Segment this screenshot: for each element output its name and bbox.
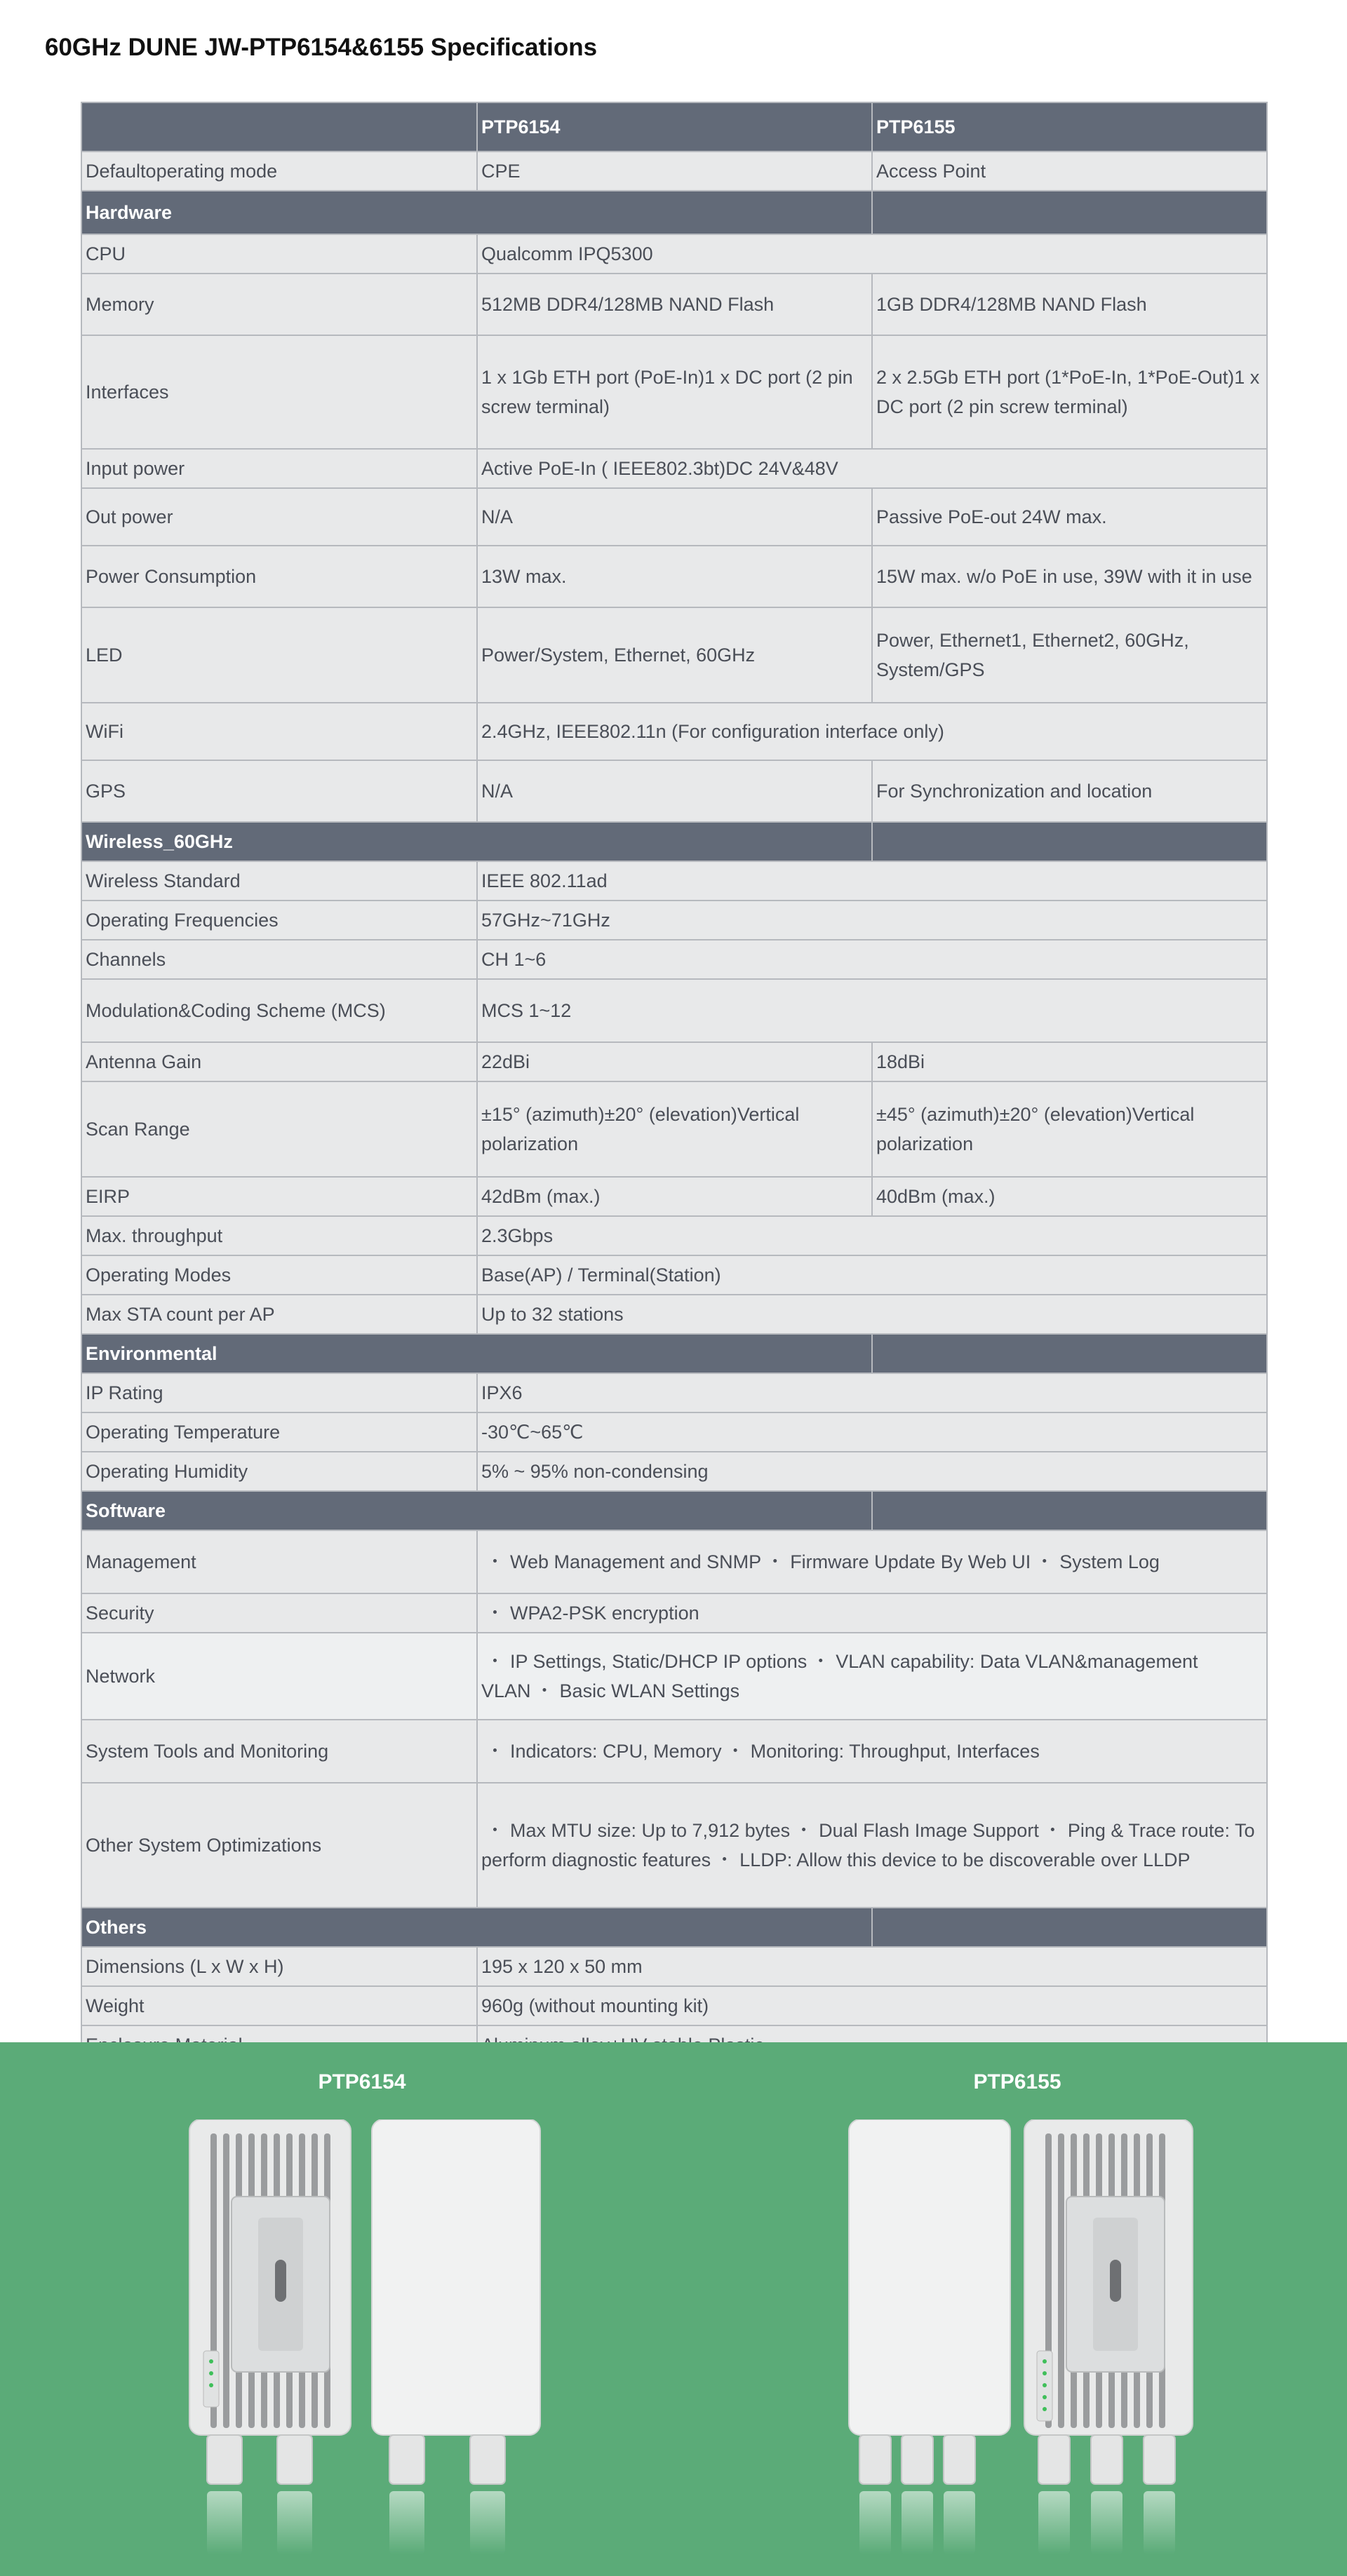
bullet-item: LLDP: Allow this device to be discoverable over LLDP — [739, 1849, 1191, 1870]
row-value-ptp6154: ±15° (azimuth)±20° (elevation)Vertical polarization — [477, 1081, 872, 1177]
row-label: Security — [81, 1593, 477, 1633]
row-label: Operating Humidity — [81, 1452, 477, 1491]
section-title: Hardware — [81, 191, 872, 234]
section-title: Environmental — [81, 1334, 872, 1373]
row-label: IP Rating — [81, 1373, 477, 1412]
table-row — [81, 1295, 1267, 1334]
product-label-ptp6155: PTP6155 — [973, 2070, 1061, 2093]
page-title: 60GHz DUNE JW-PTP6154&6155 Specifications — [45, 34, 598, 61]
section-header-row — [81, 822, 1267, 861]
table-row — [81, 607, 1267, 703]
bullet-item: Indicators: CPU, Memory — [510, 1741, 722, 1762]
row-value-ptp6154: 42dBm (max.) — [477, 1177, 872, 1216]
bullet-item: Firmware Update By Web UI — [790, 1551, 1031, 1572]
column-header-blank — [81, 102, 477, 151]
spec-table-body — [81, 151, 1267, 2104]
row-label: Defaultoperating mode — [81, 151, 477, 191]
section-header-row — [81, 1908, 1267, 1947]
row-label: Interfaces — [81, 335, 477, 449]
bullet-glyph: ・ — [765, 1551, 785, 1572]
row-label: Management — [81, 1530, 477, 1593]
section-header-row — [81, 191, 1267, 234]
row-label: Operating Modes — [81, 1255, 477, 1295]
table-row — [81, 234, 1267, 274]
bullet-item: WPA2-PSK encryption — [510, 1603, 699, 1624]
row-value-ptp6155: 40dBm (max.) — [872, 1177, 1267, 1216]
spec-table — [81, 102, 1268, 2105]
table-row — [81, 703, 1267, 760]
bullet-glyph: ・ — [715, 1849, 735, 1870]
table-row — [81, 940, 1267, 979]
bullet-item: Max MTU size: Up to 7,912 bytes — [510, 1820, 791, 1841]
row-value-ptp6155: For Synchronization and location — [872, 760, 1267, 822]
bullet-item: Ping & Trace route: To perform diagnostic features — [481, 1820, 1255, 1870]
table-row — [81, 1412, 1267, 1452]
row-label: Max. throughput — [81, 1216, 477, 1255]
table-row — [81, 488, 1267, 546]
row-value-both: Up to 32 stations — [477, 1295, 1267, 1334]
bullet-glyph: ・ — [1035, 1551, 1054, 1572]
row-label: Scan Range — [81, 1081, 477, 1177]
bullet-glyph: ・ — [485, 1603, 504, 1624]
row-value-both: 2.3Gbps — [477, 1216, 1267, 1255]
bullet-list-cell — [477, 1783, 1267, 1908]
bullet-item: Dual Flash Image Support — [819, 1820, 1039, 1841]
table-row — [81, 1042, 1267, 1081]
row-label: Antenna Gain — [81, 1042, 477, 1081]
row-value-both: MCS 1~12 — [477, 979, 1267, 1042]
table-header-row — [81, 102, 1267, 151]
row-value-ptp6155: ±45° (azimuth)±20° (elevation)Vertical polarization — [872, 1081, 1267, 1177]
section-header-empty — [872, 1908, 1267, 1947]
row-label: GPS — [81, 760, 477, 822]
bullet-glyph: ・ — [1043, 1820, 1062, 1841]
table-row — [81, 1530, 1267, 1593]
row-value-ptp6154: 22dBi — [477, 1042, 872, 1081]
section-header-empty — [872, 1334, 1267, 1373]
bullet-glyph: ・ — [794, 1820, 814, 1841]
section-title: Others — [81, 1908, 872, 1947]
row-value-both: 960g (without mounting kit) — [477, 1986, 1267, 2025]
table-row — [81, 1373, 1267, 1412]
row-label: Other System Optimizations — [81, 1783, 477, 1908]
section-title: Wireless_60GHz — [81, 822, 872, 861]
table-row — [81, 1177, 1267, 1216]
row-value-ptp6155: Access Point — [872, 151, 1267, 191]
ptp6155-product-image — [835, 2119, 1228, 2568]
table-row — [81, 1593, 1267, 1633]
bullet-item: IP Settings, Static/DHCP IP options — [510, 1651, 807, 1672]
row-label: Input power — [81, 449, 477, 488]
row-value-ptp6155: 1GB DDR4/128MB NAND Flash — [872, 274, 1267, 335]
row-value-ptp6155: 18dBi — [872, 1042, 1267, 1081]
row-value-ptp6154: Power/System, Ethernet, 60GHz — [477, 607, 872, 703]
row-value-both: Qualcomm IPQ5300 — [477, 234, 1267, 274]
table-row — [81, 861, 1267, 901]
row-value-ptp6154: CPE — [477, 151, 872, 191]
table-row — [81, 1783, 1267, 1908]
product-label-ptp6154: PTP6154 — [318, 2070, 406, 2093]
row-value-both: IPX6 — [477, 1373, 1267, 1412]
table-row — [81, 151, 1267, 191]
row-value-both: 195 x 120 x 50 mm — [477, 1947, 1267, 1986]
table-row — [81, 1720, 1267, 1783]
row-label: Wireless Standard — [81, 861, 477, 901]
bullet-glyph: ・ — [485, 1741, 504, 1762]
row-value-both: 57GHz~71GHz — [477, 901, 1267, 940]
row-value-ptp6155: 15W max. w/o PoE in use, 39W with it in use — [872, 546, 1267, 607]
row-value-ptp6155: Power, Ethernet1, Ethernet2, 60GHz, System/GPS — [872, 607, 1267, 703]
section-header-empty — [872, 1491, 1267, 1530]
row-value-ptp6154: 13W max. — [477, 546, 872, 607]
row-value-ptp6154: N/A — [477, 760, 872, 822]
bullet-glyph: ・ — [535, 1680, 554, 1701]
row-value-both: Active PoE-In ( IEEE802.3bt)DC 24V&48V — [477, 449, 1267, 488]
row-value-both: IEEE 802.11ad — [477, 861, 1267, 901]
table-row — [81, 901, 1267, 940]
column-header-ptp6154: PTP6154 — [477, 102, 872, 151]
row-value-ptp6154: 512MB DDR4/128MB NAND Flash — [477, 274, 872, 335]
section-header-empty — [872, 191, 1267, 234]
table-row — [81, 1255, 1267, 1295]
table-row — [81, 1947, 1267, 1986]
row-label: Modulation&Coding Scheme (MCS) — [81, 979, 477, 1042]
table-row — [81, 546, 1267, 607]
table-row — [81, 1452, 1267, 1491]
bullet-item: VLAN capability: Data VLAN&management VLAN — [481, 1651, 1198, 1701]
row-label: WiFi — [81, 703, 477, 760]
row-label: Operating Frequencies — [81, 901, 477, 940]
table-row — [81, 335, 1267, 449]
bullet-list-cell — [477, 1720, 1267, 1783]
table-row — [81, 449, 1267, 488]
row-label: LED — [81, 607, 477, 703]
bullet-item: Basic WLAN Settings — [559, 1680, 740, 1701]
row-label: Channels — [81, 940, 477, 979]
table-row — [81, 1633, 1267, 1720]
bullet-list-cell — [477, 1530, 1267, 1593]
bullet-glyph: ・ — [485, 1551, 504, 1572]
table-row — [81, 760, 1267, 822]
row-label: CPU — [81, 234, 477, 274]
bullet-list-cell — [477, 1633, 1267, 1720]
row-label: Weight — [81, 1986, 477, 2025]
table-row — [81, 1081, 1267, 1177]
row-label: EIRP — [81, 1177, 477, 1216]
table-row — [81, 274, 1267, 335]
section-title: Software — [81, 1491, 872, 1530]
column-header-ptp6155: PTP6155 — [872, 102, 1267, 151]
row-label: System Tools and Monitoring — [81, 1720, 477, 1783]
ptp6154-product-image — [175, 2119, 568, 2568]
row-label: Memory — [81, 274, 477, 335]
table-row — [81, 1986, 1267, 2025]
row-value-both: 2.4GHz, IEEE802.11n (For configuration interface only) — [477, 703, 1267, 760]
row-label: Dimensions (L x W x H) — [81, 1947, 477, 1986]
table-row — [81, 1216, 1267, 1255]
bullet-item: Monitoring: Throughput, Interfaces — [750, 1741, 1040, 1762]
section-header-row — [81, 1491, 1267, 1530]
bullet-glyph: ・ — [485, 1651, 504, 1672]
row-label: Network — [81, 1633, 477, 1720]
row-label: Operating Temperature — [81, 1412, 477, 1452]
row-label: Power Consumption — [81, 546, 477, 607]
section-header-row — [81, 1334, 1267, 1373]
section-header-empty — [872, 822, 1267, 861]
bullet-item: Web Management and SNMP — [510, 1551, 762, 1572]
row-value-both: CH 1~6 — [477, 940, 1267, 979]
row-value-ptp6155: Passive PoE-out 24W max. — [872, 488, 1267, 546]
row-value-both: Base(AP) / Terminal(Station) — [477, 1255, 1267, 1295]
bullet-glyph: ・ — [485, 1820, 504, 1841]
row-value-both: -30℃~65℃ — [477, 1412, 1267, 1452]
bullet-glyph: ・ — [811, 1651, 831, 1672]
row-value-ptp6154: 1 x 1Gb ETH port (PoE-In)1 x DC port (2 pin screw terminal) — [477, 335, 872, 449]
bullet-glyph: ・ — [725, 1741, 745, 1762]
bullet-list-cell — [477, 1593, 1267, 1633]
bullet-item: System Log — [1059, 1551, 1160, 1572]
row-value-both: 5% ~ 95% non-condensing — [477, 1452, 1267, 1491]
table-row — [81, 979, 1267, 1042]
row-value-ptp6154: N/A — [477, 488, 872, 546]
row-label: Out power — [81, 488, 477, 546]
product-image-band — [0, 2042, 1347, 2576]
row-value-ptp6155: 2 x 2.5Gb ETH port (1*PoE-In, 1*PoE-Out)1 x DC port (2 pin screw terminal) — [872, 335, 1267, 449]
row-label: Max STA count per AP — [81, 1295, 477, 1334]
